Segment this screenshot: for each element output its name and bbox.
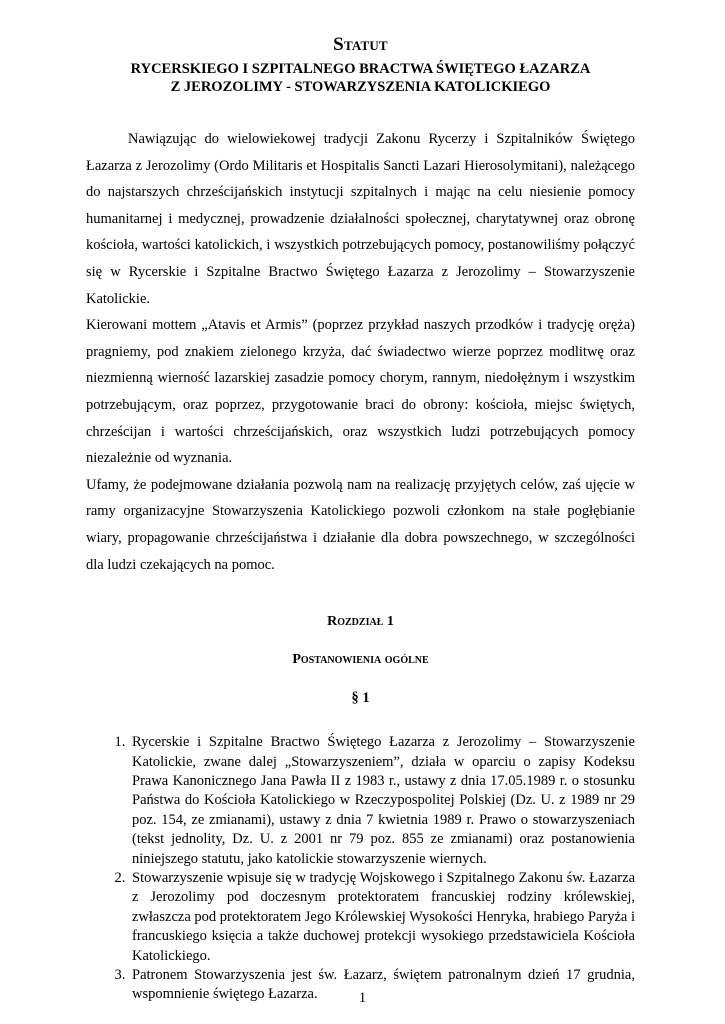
chapter-title: Postanowienia ogólne: [292, 652, 429, 668]
preamble-paragraph: Nawiązując do wielowiekowej tradycji Zakonu Rycerzy i Szpitalników Świętego Łazarza z Jerozolimy (Ordo Militaris et Hospitalis Sancti Lazari Hierosolymitani), należącego do najstarszych chrześcijańskich instytucji szpitalnych i mając na celu niesienie pomocy humanitarnej i medycznej, prowadzenie działalności społecznej, charytatywnej oraz obronę kościoła, wartości katolickich, i wszystkich potrzebujących pomocy, postanowiliśmy połączyć się w Rycerskie i Szpitalne Bractwo Świętego Łazarza z Jerozolimy – Stowarzyszenie Katolickie.: [86, 131, 635, 307]
preamble-paragraph: Kierowani mottem „Atavis et Armis” (poprzez przykład naszych przodków i tradycję oręża) pragniemy, pod znakiem zielonego krzyża, dać świadectwo wierze poprzez modlitwę oraz niezmienną wierność lazarskiej zasadzie pomocy chorym, rannym, niedołężnym i wszystkim potrzebującym, oraz poprzez, przygotowanie braci do obrony: kościoła, miejsc świętych, chrześcijan i wartości chrześcijańskich, oraz wszystkich ludzi potrzebujących pomocy niezależnie od wyznania.: [86, 317, 635, 467]
list-item: 3. Patronem Stowarzyszenia jest św. Łazarz, świętem patronalnym dzień 17 grudnia, wspomnienie świętego Łazarza.: [129, 966, 635, 1005]
subtitle-line: RYCERSKIEGO I SZPITALNEGO BRACTWA ŚWIĘTEGO ŁAZARZA: [130, 61, 591, 77]
section-list: [86, 733, 635, 1005]
document-title: Statut: [333, 34, 388, 55]
preamble-paragraph: Ufamy, że podejmowane działania pozwolą nam na realizację przyjętych celów, zaś ujęcie w ramy organizacyjne Stowarzyszenia Katolickiego pozwoli członkom na stałe pogłębianie wiary, propagowanie chrześcijaństwa i działanie dla dobra powszechnego, w szczególności dla ludzi czekających na pomoc.: [86, 476, 635, 573]
preamble: [86, 126, 635, 578]
chapter-heading: Rozdział 1: [327, 614, 394, 630]
document-subtitle: [86, 60, 635, 96]
page-number: 1: [358, 990, 367, 1006]
section-mark: § 1: [351, 690, 370, 707]
subtitle-line: Z JEROZOLIMY - STOWARZYSZENIA KATOLICKIEGO: [170, 79, 551, 95]
list-item: 2. Stowarzyszenie wpisuje się w tradycję Wojskowego i Szpitalnego Zakonu św. Łazarza z Jerozolimy pod doczesnym protektoratem francuskiej rodziny królewskiej, zwłaszcza pod protektoratem Jego Królewskiej Wysokości Henryka, hrabiego Paryża i francuskiego księcia a także duchowej protekcji wysokiego przedstawiciela Kościoła Katolickiego.: [129, 869, 635, 966]
list-item: 1. Rycerskie i Szpitalne Bractwo Świętego Łazarza z Jerozolimy – Stowarzyszenie Katolickie, zwane dalej „Stowarzyszeniem”, działa w oparciu o zapisy Kodeksu Prawa Kanonicznego Jana Pawła II z 1983 r., ustawy z dnia 17.05.1989 r. o stosunku Państwa do Kościoła Katolickiego w Rzeczypospolitej Polskiej (Dz. U. z 1989 nr 29 poz. 154, ze zmianami), ustawy z dnia 7 kwietnia 1989 r. Prawo o stowarzyszeniach (tekst jednolity, Dz. U. z 2001 nr 79 poz. 855 ze zmianami) oraz postanowienia niniejszego statutu, jako katolickie stowarzyszenie wiernych.: [129, 733, 635, 869]
